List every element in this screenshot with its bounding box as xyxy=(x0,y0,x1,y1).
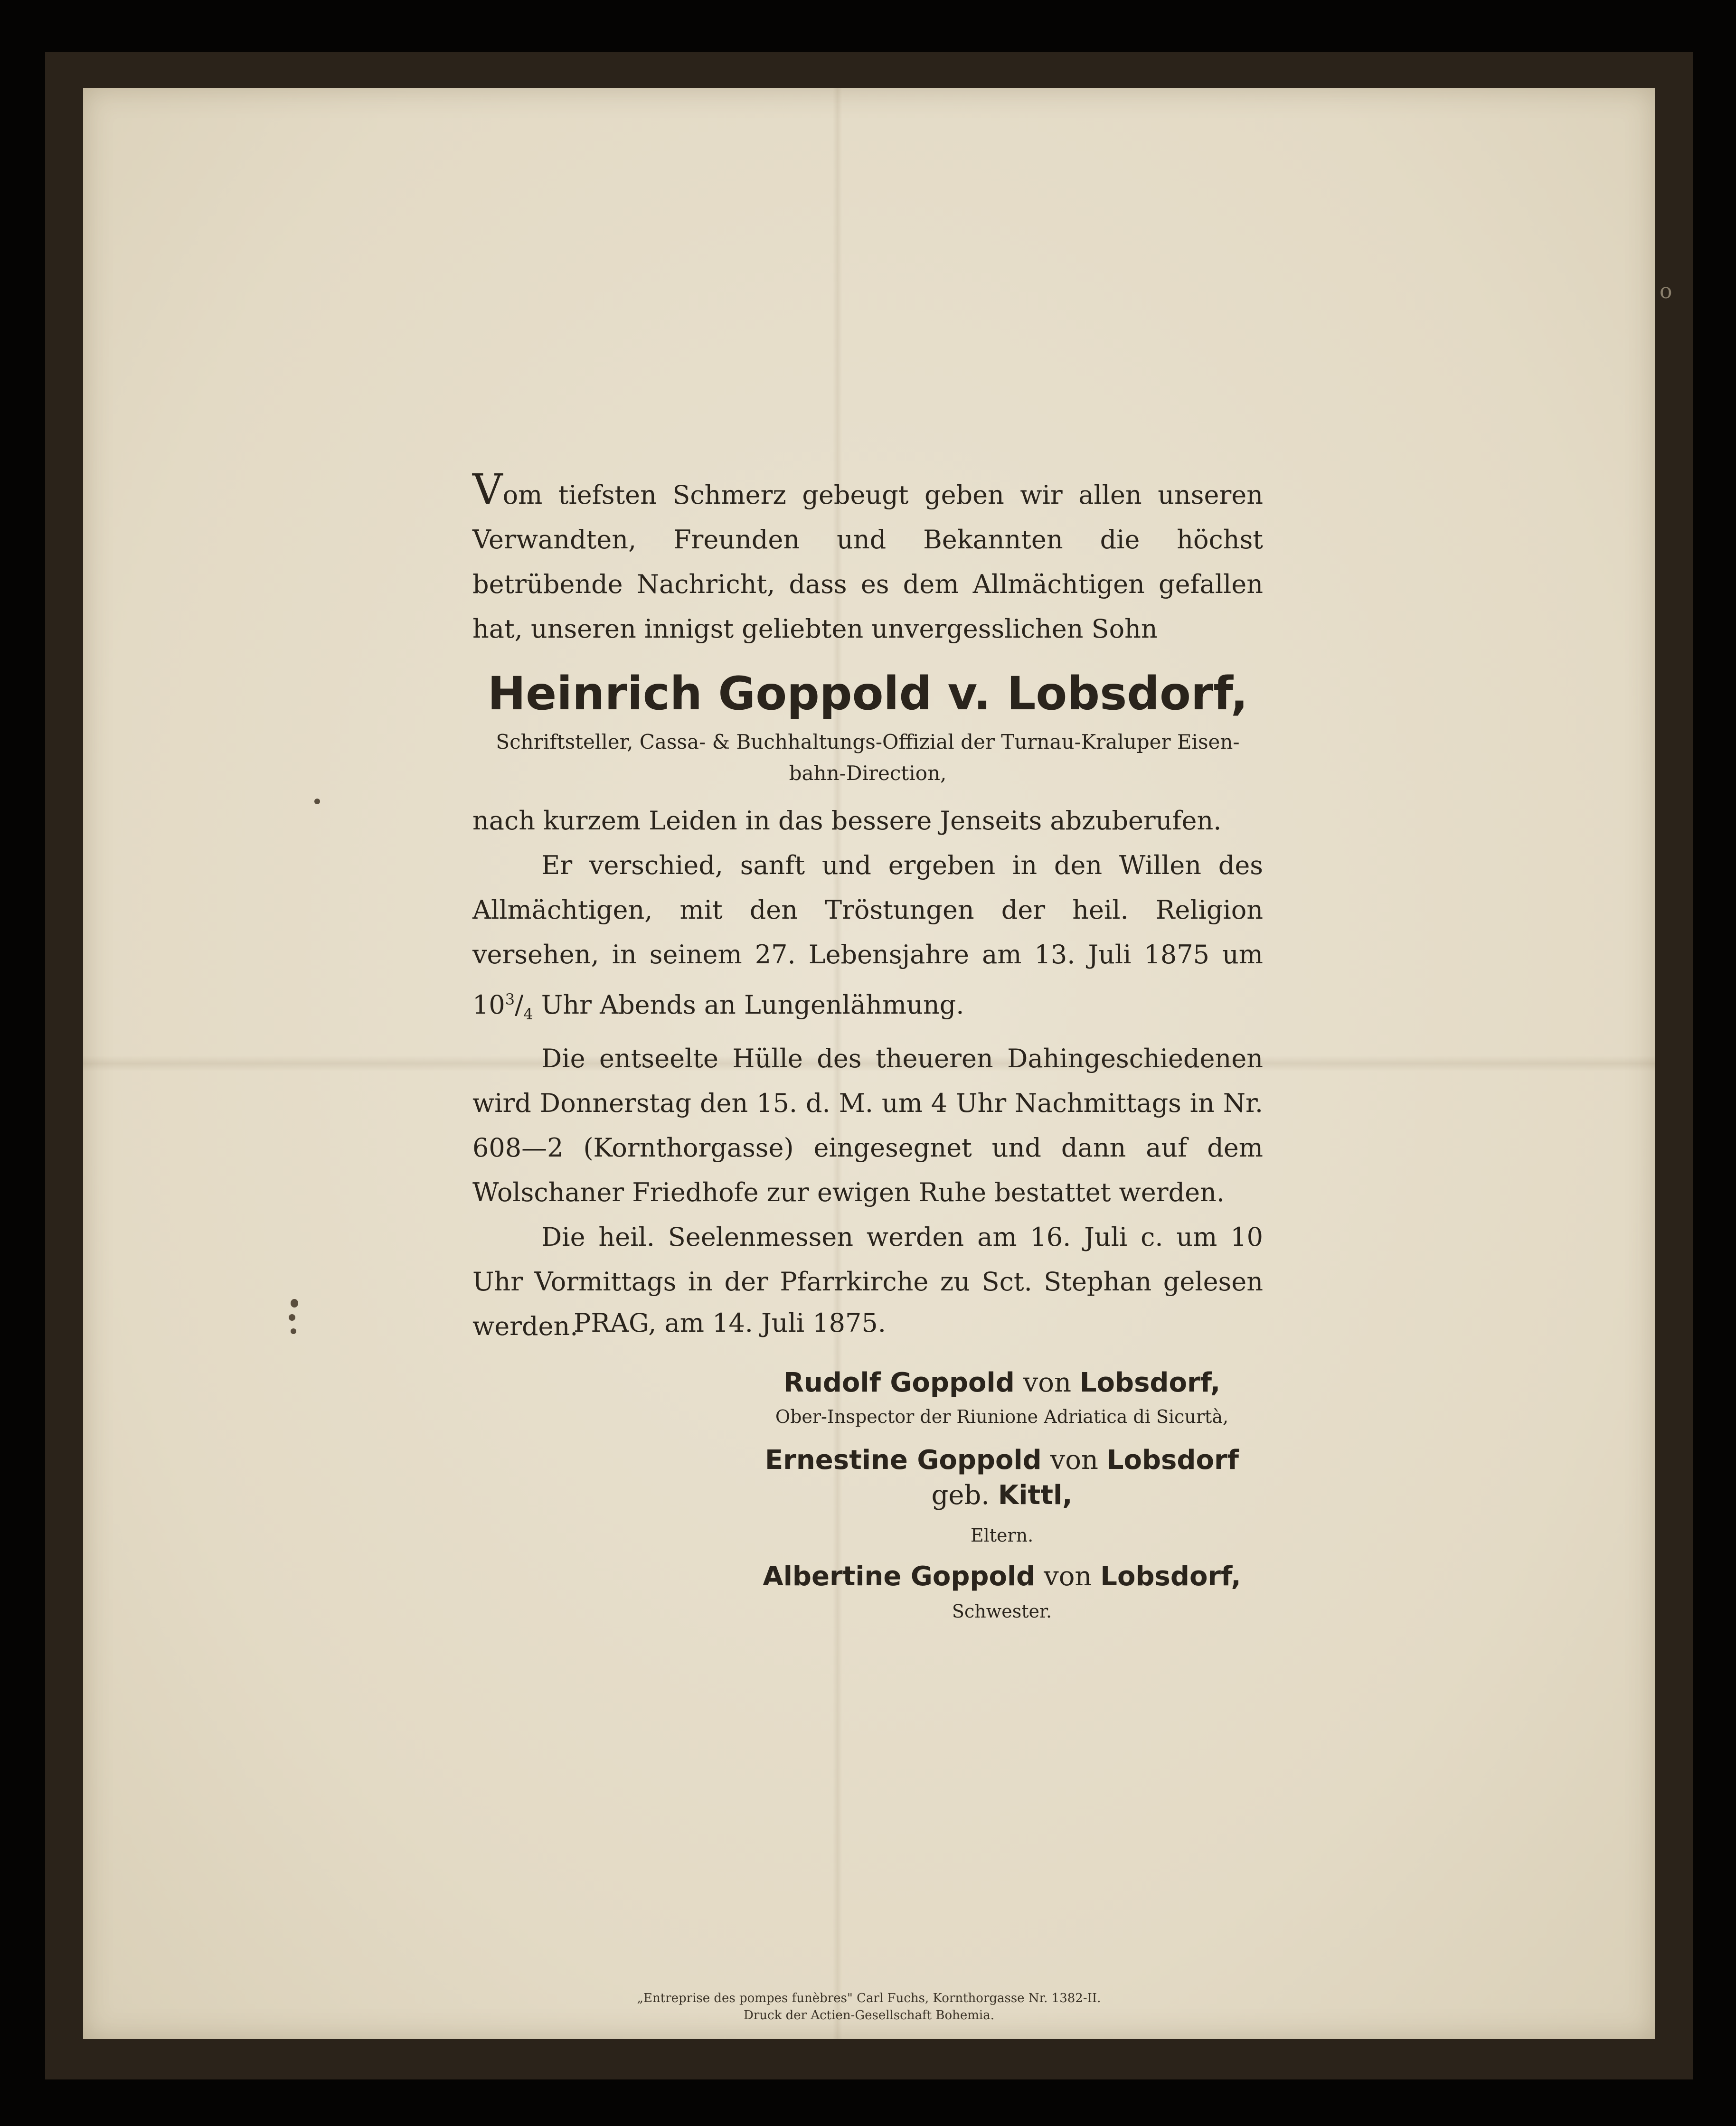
deceased-title-line-1: Schriftsteller, Cassa- & Buchhaltungs-Offizial der Turnau-Kraluper Eisen- xyxy=(496,730,1240,753)
mother-maiden: Kittl, xyxy=(998,1480,1073,1511)
ink-spot xyxy=(314,799,320,804)
called-away-line: nach kurzem Leiden in das bessere Jenseits abzuberufen. xyxy=(472,806,1222,836)
death-text-end: Uhr Abends an Lungenlähmung. xyxy=(533,990,964,1020)
intro-block xyxy=(472,465,1263,651)
intro-text: om tiefsten Schmerz gebeugt geben wir allen unseren Verwandten, Freunden und Bekannten die höchst betrübende Nachricht, dass es dem Allmächtigen gefallen hat, unseren innigst geliebten unvergesslichen Sohn xyxy=(472,480,1263,644)
printer-imprint-line-2: Druck der Actien-Gesellschaft Bohemia. xyxy=(744,2008,994,2023)
ink-spot xyxy=(289,1314,295,1321)
mother-maiden-name xyxy=(655,1480,1349,1511)
intro-paragraph xyxy=(472,465,1263,651)
mother-family-name: Lobsdorf xyxy=(1106,1445,1239,1476)
sister-given-name: Albertine Goppold xyxy=(763,1561,1036,1592)
place-date: PRAG, am 14. Juli 1875. xyxy=(574,1308,886,1338)
funeral-paragraph: Die entseelte Hülle des theueren Dahingeschiedenen wird Donnerstag den 15. d. M. um 4 Uhr Nachmittags in Nr. 608—2 (Kornthorgasse) eingesegnet und dann auf dem Wolschaner Friedhofe zur ewigen Ruhe bestattet werden. xyxy=(472,1043,1263,1207)
sister-name xyxy=(655,1561,1349,1592)
sister-von: von xyxy=(1035,1561,1101,1592)
mother-von: von xyxy=(1041,1445,1107,1476)
mother-given-name: Ernestine Goppold xyxy=(765,1445,1042,1476)
margin-mark: o xyxy=(1660,279,1672,303)
father-title: Ober-Inspector der Riunione Adriatica di Sicurtà, xyxy=(775,1406,1229,1427)
deceased-name: Heinrich Goppold v. Lobsdorf, xyxy=(487,667,1248,720)
father-family-name: Lobsdorf, xyxy=(1079,1367,1221,1398)
mother-name xyxy=(655,1445,1349,1476)
body-block xyxy=(472,799,1263,1349)
masses-paragraph: Die heil. Seelenmessen werden am 16. Juli c. um 10 Uhr Vormittags in der Pfarrkirche zu Sct. Stephan gelesen werden. xyxy=(472,1222,1263,1341)
deceased-title-line-2: bahn-Direction, xyxy=(789,762,947,785)
father-name xyxy=(655,1367,1349,1398)
parents-relation: Eltern. xyxy=(970,1525,1034,1546)
printer-imprint-line-1: „Entreprise des pompes funèbres" Carl Fuchs, Kornthorgasse Nr. 1382-II. xyxy=(637,1991,1101,2005)
father-given-name: Rudolf Goppold xyxy=(783,1367,1015,1398)
death-paragraph: Er verschied, sanft und ergeben in den Willen des Allmächtigen, mit den Tröstungen der heil. Religion versehen, in seinem 27. Lebensjahre am 13. Juli 1875 um $10^3/_4$ Uhr Abends an Lungenlähmung. xyxy=(472,850,1263,1023)
drop-cap: V xyxy=(472,465,503,514)
fraction-numerator: 3 xyxy=(505,990,515,1008)
mother-geb: geb. xyxy=(931,1480,998,1511)
father-von: von xyxy=(1014,1367,1080,1398)
sister-family-name: Lobsdorf, xyxy=(1100,1561,1241,1592)
death-text: Er verschied, sanft und ergeben in den Willen des Allmächtigen, mit den Tröstungen der heil. Religion versehen, in seinem 27. Lebensjahre am 13. Juli 1875 um 10 xyxy=(472,850,1263,1020)
fraction-denominator: 4 xyxy=(523,1005,533,1023)
ink-spot xyxy=(291,1328,296,1334)
sister-relation: Schwester. xyxy=(952,1601,1052,1622)
ink-spot xyxy=(291,1299,298,1308)
